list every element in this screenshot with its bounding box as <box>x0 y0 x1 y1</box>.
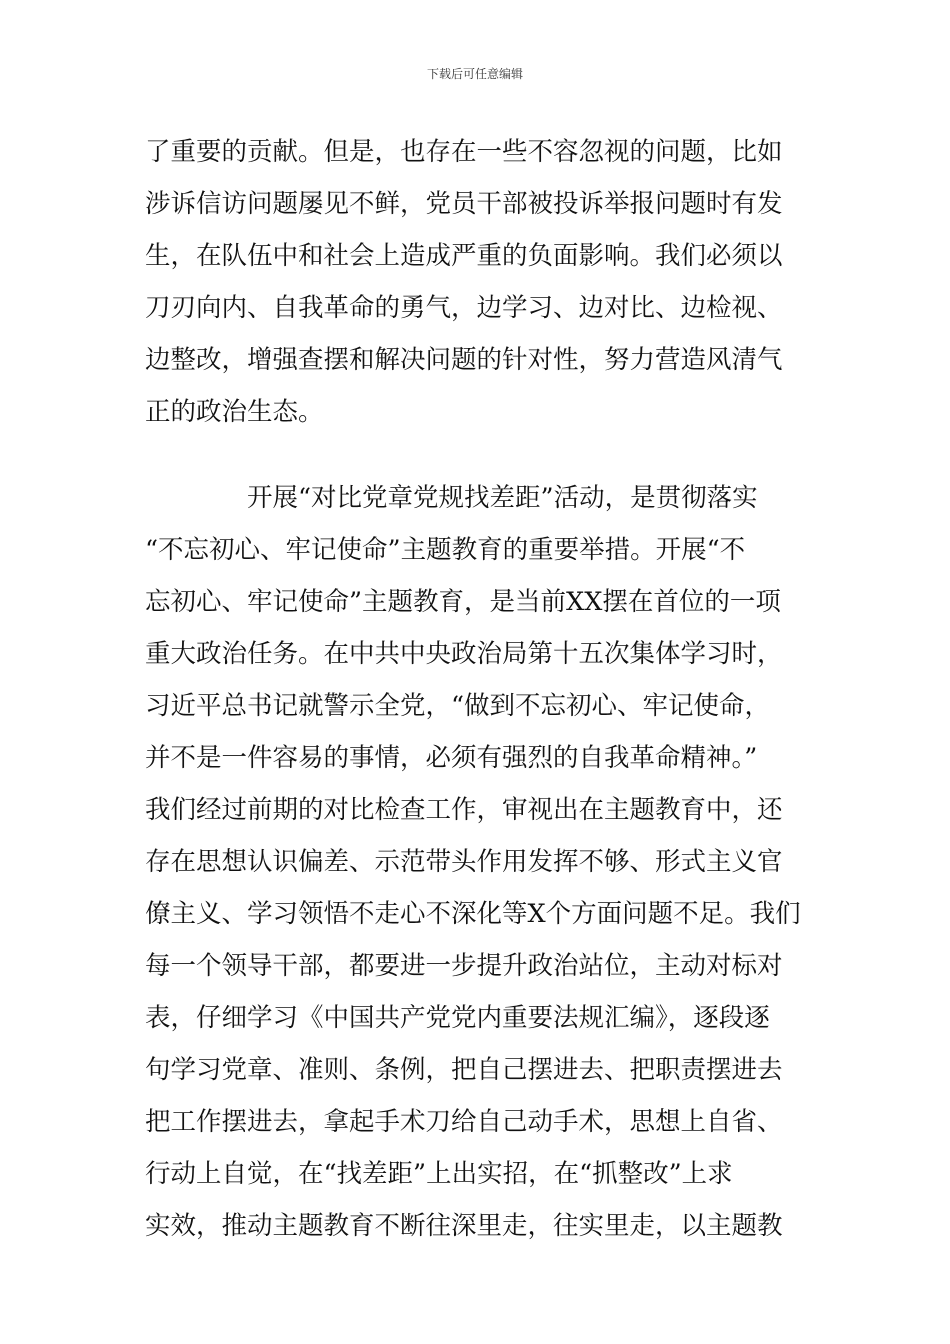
text-line: 并不是一件容易的事情，必须有强烈的自我革命精神。” <box>145 743 758 773</box>
text-line: 习近平总书记就警示全党，“做到不忘初心、牢记使命， <box>145 691 771 721</box>
text-line: 重大政治任务。在中共中央政治局第十五次集体学习时， <box>145 639 783 669</box>
body-paragraph-2 <box>145 472 810 1252</box>
text-line: “不忘初心、牢记使命”主题教育的重要举措。开展“不 <box>145 535 746 565</box>
text-line: 我们经过前期的对比检查工作，审视出在主题教育中，还 <box>145 795 783 825</box>
text-line: 正的政治生态。 <box>145 397 324 427</box>
text-line: 涉诉信访问题屡见不鲜，党员干部被投诉举报问题时有发 <box>145 189 783 219</box>
text-line: 忘初心、牢记使命”主题教育，是当前XX摆在首位的一项 <box>145 587 781 617</box>
text-line: 实效，推动主题教育不断往深里走，往实里走，以主题教 <box>145 1211 783 1241</box>
text-line: 刀刃向内、自我革命的勇气，边学习、边对比、边检视、 <box>145 293 783 323</box>
text-line: 每一个领导干部，都要进一步提升政治站位，主动对标对 <box>145 951 783 981</box>
text-line: 行动上自觉，在“找差距”上出实招，在“抓整改”上求 <box>145 1159 733 1189</box>
text-line: 了重要的贡献。但是，也存在一些不容忽视的问题，比如 <box>145 137 783 167</box>
text-line: 僚主义、学习领悟不走心不深化等X个方面问题不足。我们 <box>145 899 801 929</box>
text-line: 句学习党章、准则、条例，把自己摆进去、把职责摆进去 <box>145 1055 783 1085</box>
text-line: 生，在队伍中和社会上造成严重的负面影响。我们必须以 <box>145 241 783 271</box>
text-line: 边整改，增强查摆和解决问题的针对性，努力营造风清气 <box>145 345 783 375</box>
text-line: 把工作摆进去，拿起手术刀给自己动手术，思想上自省、 <box>145 1107 783 1137</box>
page-header-note: 下载后可任意编辑 <box>426 67 523 81</box>
text-line: 存在思想认识偏差、示范带头作用发挥不够、形式主义官 <box>145 847 783 877</box>
text-line-indented: 开展“对比党章党规找差距”活动，是贯彻落实 <box>247 483 758 513</box>
text-line: 表，仔细学习《中国共产党党内重要法规汇编》，逐段逐 <box>145 1003 770 1033</box>
body-paragraph-1 <box>145 126 810 438</box>
